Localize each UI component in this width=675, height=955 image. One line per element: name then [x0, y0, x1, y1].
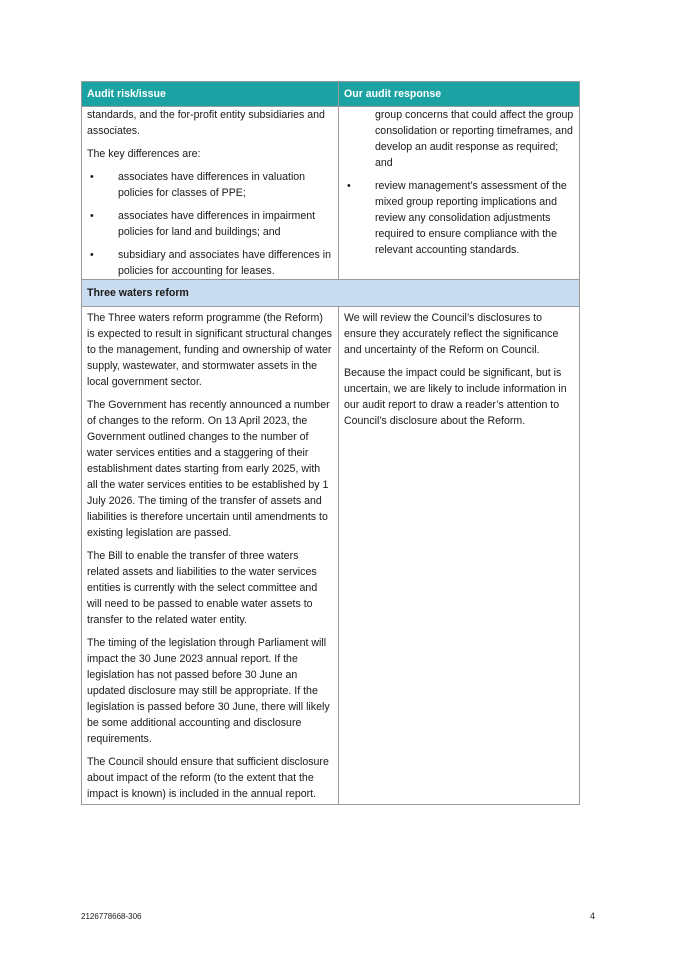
- bullet-icon: •: [347, 180, 351, 192]
- page-number: 4: [590, 911, 596, 921]
- paragraph: The Council should ensure that sufficient disclosure about impact of the reform (to the extent that the impact is known) is included in the annual report.: [87, 756, 329, 800]
- list-item-text: associates have differences in impairment policies for land and buildings; and: [118, 210, 316, 238]
- list-item: [344, 178, 574, 258]
- header-audit-response: Our audit response: [339, 82, 580, 107]
- list-item: [87, 169, 333, 201]
- row1-lead-text: The key differences are:: [87, 148, 201, 160]
- bullet-icon: •: [90, 210, 94, 222]
- paragraph: The Bill to enable the transfer of three waters related assets and liabilities to the water services entities is currently with the select committee and will need to be passed to enable water assets to transfer to the related water entity.: [87, 550, 318, 626]
- list-item-text: review management’s assessment of the mixed group reporting implications and review any consolidation adjustments required to ensure compliance with the relevant accounting standards.: [375, 180, 567, 256]
- table-row: [82, 307, 580, 805]
- paragraph: The timing of the legislation through Parliament will impact the 30 June 2023 annual report. If the legislation has not passed before 30 June an updated disclosure may still be appropriate. If the legislation is passed before 30 June, there will likely be some additional accounting and disclosure requirements.: [87, 637, 330, 745]
- row1-response-list: [344, 178, 574, 258]
- paragraph: The Three waters reform programme (the Reform) is expected to result in significant structural changes to the management, funding and ownership of water supply, wastewater, and stormwater assets in the local government sector.: [87, 312, 332, 388]
- paragraph: We will review the Council’s disclosures to ensure they accurately reflect the significance and uncertainty of the Reform on Council.: [344, 312, 559, 356]
- list-item: [87, 208, 333, 240]
- list-item-text: subsidiary and associates have differences in policies for accounting for leases.: [118, 249, 331, 277]
- table-header-row: [82, 82, 580, 107]
- section-title: Three waters reform: [82, 280, 580, 307]
- list-item: [87, 247, 333, 279]
- row2-risk-cell: [82, 307, 339, 805]
- bullet-icon: •: [90, 171, 94, 183]
- row1-intro-text: standards, and the for-profit entity subsidiaries and associates.: [87, 109, 325, 137]
- section-row: [82, 280, 580, 307]
- paragraph: Because the impact could be significant, but is uncertain, we are likely to include information in our audit report to draw a reader’s attention to Council’s disclosure about the Reform.: [344, 367, 567, 427]
- row1-response-cell: [339, 107, 580, 280]
- document-id: 2126778668-306: [81, 912, 142, 921]
- list-item-text: associates have differences in valuation policies for classes of PPE;: [118, 171, 306, 199]
- bullet-icon: •: [90, 249, 94, 261]
- row1-continued-text: group concerns that could affect the group consolidation or reporting timeframes, and develop an audit response as required; and: [375, 109, 574, 169]
- header-audit-risk: Audit risk/issue: [82, 82, 339, 107]
- row2-response-cell: [339, 307, 580, 805]
- table-row: [82, 107, 580, 280]
- audit-table: [81, 81, 580, 805]
- row1-differences-list: [87, 169, 333, 279]
- paragraph: The Government has recently announced a number of changes to the reform. On 13 April 2023, the Government outlined changes to the number of water services entities and a staggering of their establishment dates starting from early 2025, with all the water services entities to be established by 1 July 2026. The timing of the transfer of assets and liabilities is therefore uncertain until amendments to existing legislation are passed.: [87, 399, 330, 539]
- row1-risk-cell: [82, 107, 339, 280]
